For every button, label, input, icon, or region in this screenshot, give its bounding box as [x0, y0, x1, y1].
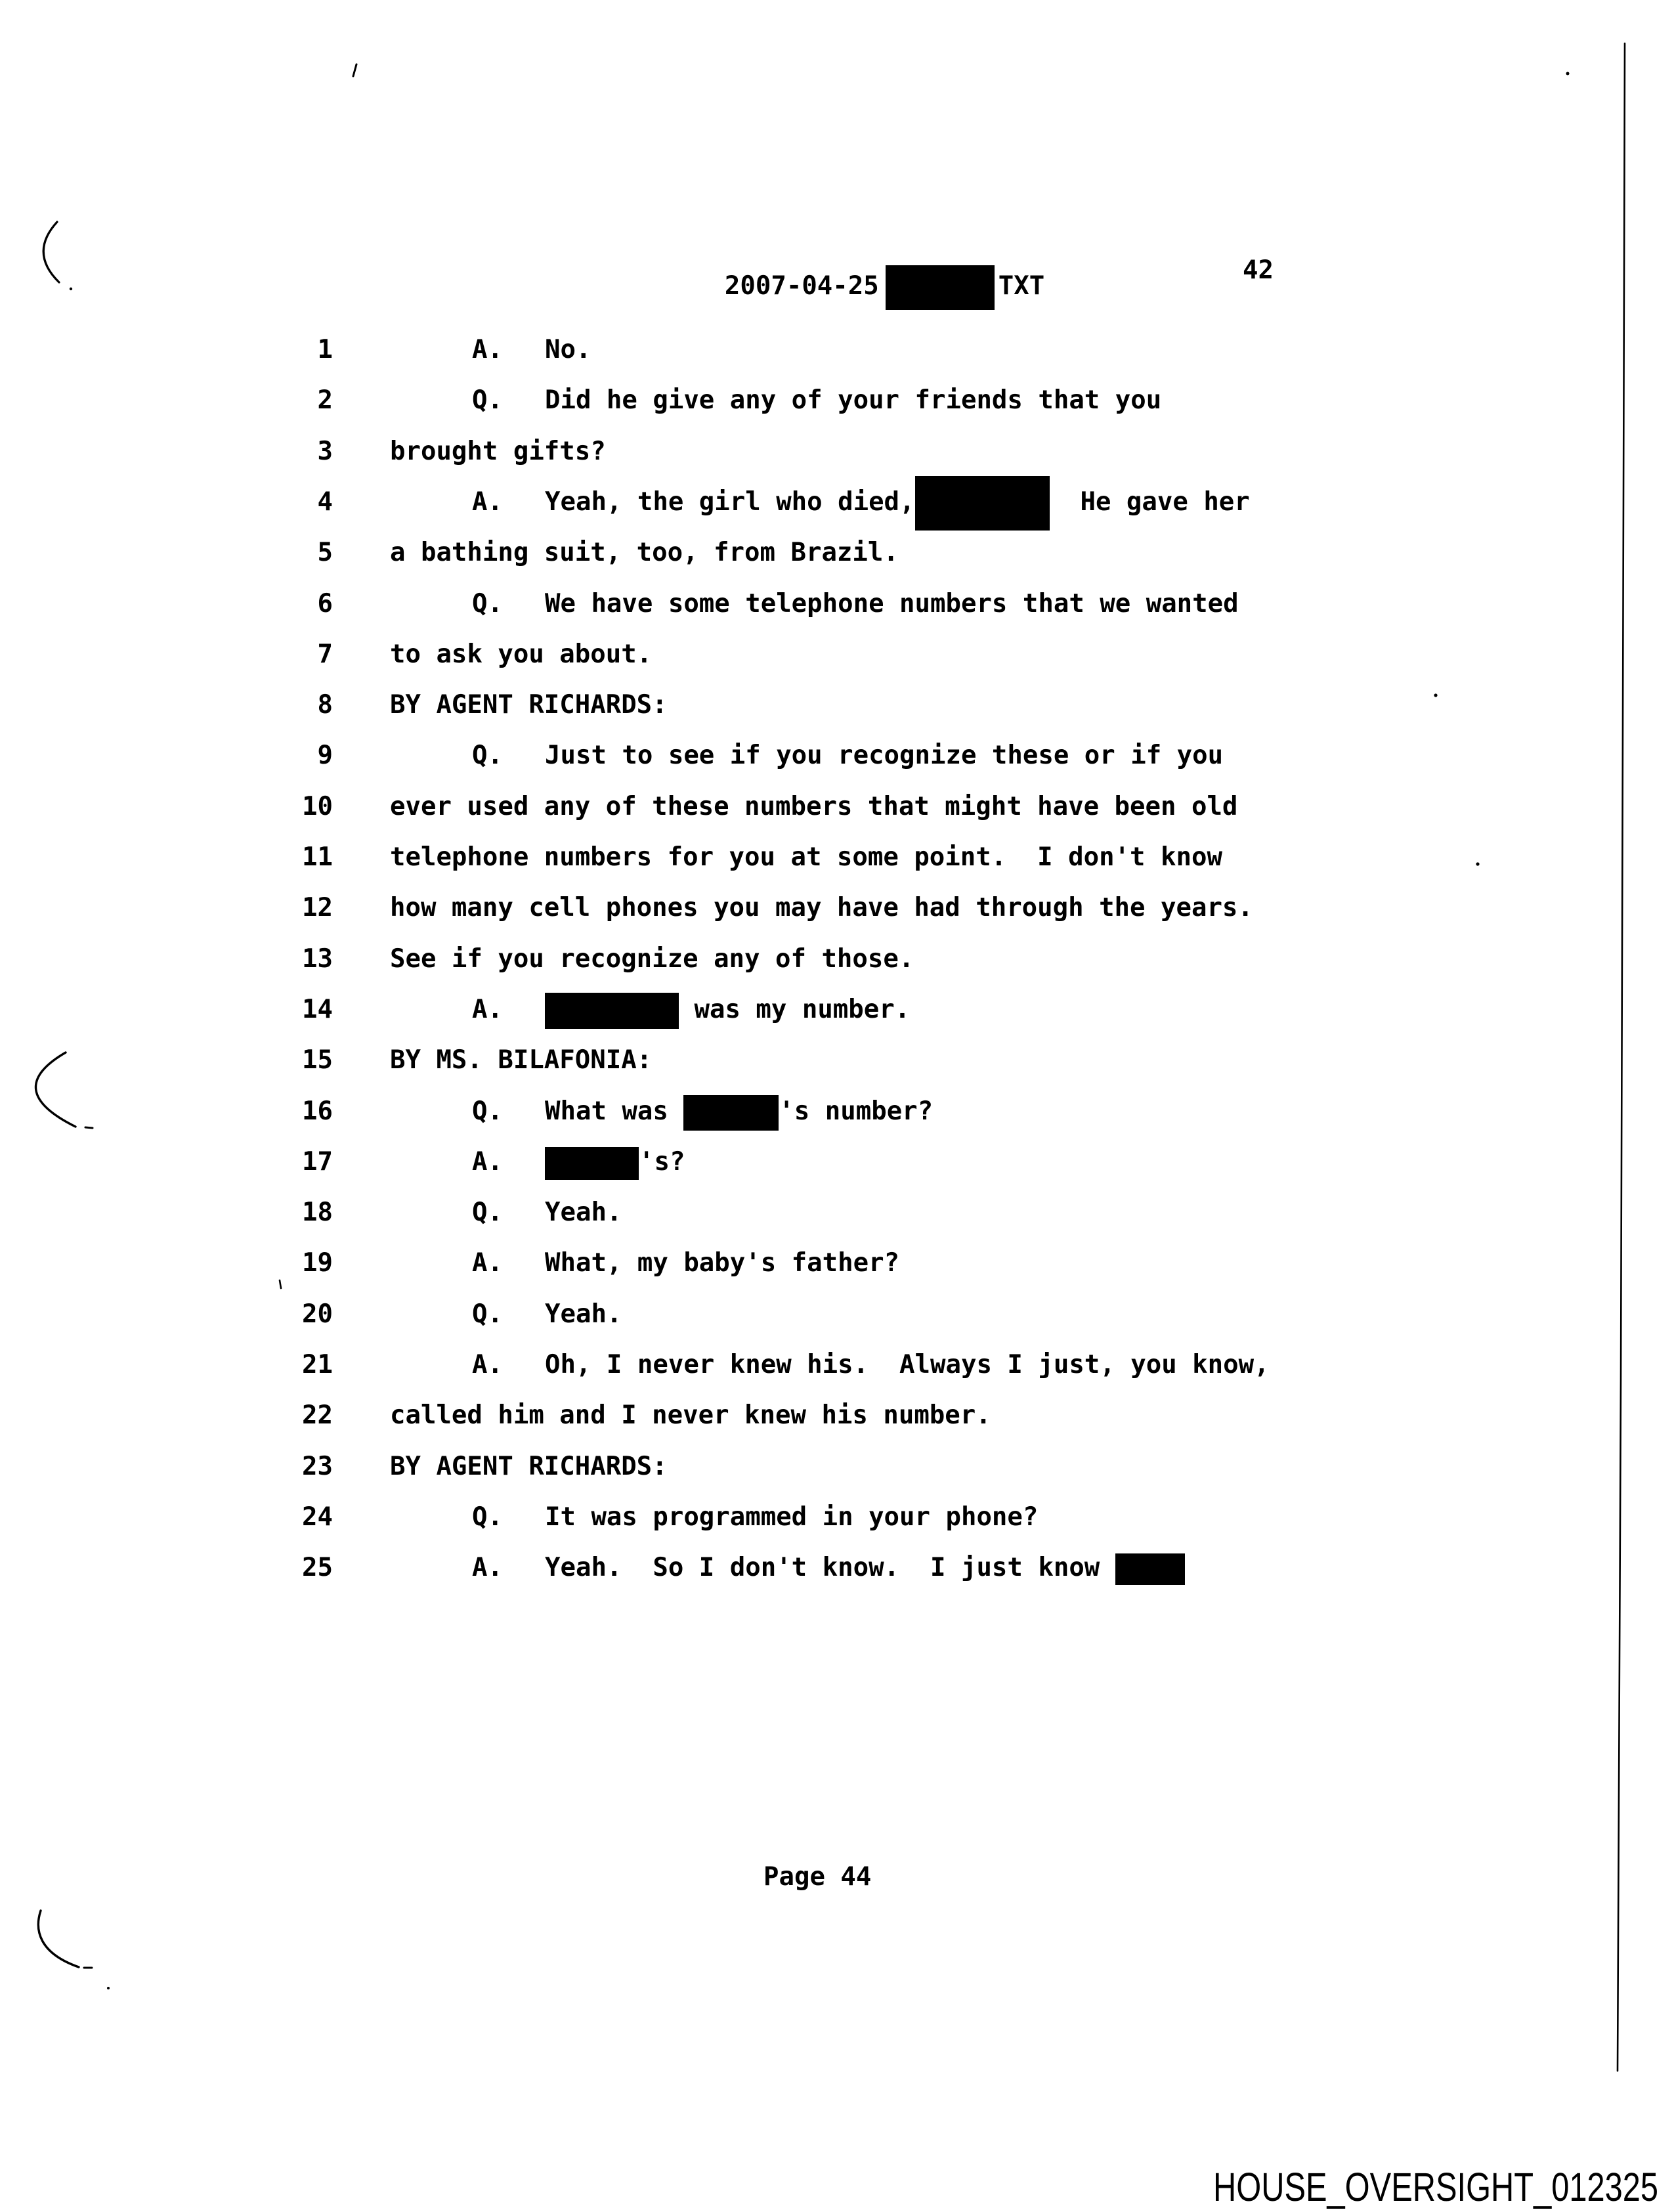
scan-artifact-tick [280, 1280, 281, 1288]
transcript-text [545, 587, 1239, 621]
scan-artifact-tick [353, 64, 356, 76]
transcript-line [0, 688, 1576, 722]
qa-marker: Q. [472, 1299, 503, 1329]
qa-marker: A. [472, 487, 503, 517]
line-number: 7 [317, 640, 333, 669]
transcript-text [545, 1551, 1185, 1585]
transcript-line [0, 790, 1576, 824]
scan-artifact-arc-top [43, 222, 59, 282]
transcript-line [0, 638, 1576, 672]
text-segment: was my number. [679, 995, 911, 1024]
text-segment: It was programmed in your phone? [545, 1502, 1039, 1532]
qa-marker: A. [472, 335, 503, 364]
line-number: 14 [302, 995, 333, 1024]
text-segment: a bathing suit, too, from Brazil. [390, 538, 899, 567]
qa-marker: Q. [472, 1096, 503, 1126]
transcript-line [0, 1399, 1576, 1433]
transcript-line [0, 1348, 1576, 1382]
qa-marker: Q. [472, 1198, 503, 1227]
transcript-line [0, 1145, 1576, 1179]
transcript-line [0, 536, 1576, 570]
line-number: 16 [302, 1096, 333, 1126]
transcript-line [0, 1500, 1576, 1534]
transcript-text [545, 739, 1223, 773]
line-number: 23 [302, 1452, 333, 1481]
text-segment: to ask you about. [390, 640, 653, 669]
redaction-box [545, 993, 679, 1029]
text-segment: He gave her [1049, 487, 1250, 517]
transcript-text [390, 1450, 668, 1484]
transcript-text [545, 1297, 622, 1332]
transcript-line [0, 383, 1576, 418]
transcript-text [545, 1348, 1270, 1382]
text-segment: Yeah, the girl who died, [545, 487, 915, 517]
qa-marker: Q. [472, 1502, 503, 1532]
line-number: 20 [302, 1299, 333, 1329]
transcript-text [390, 1043, 652, 1077]
line-number: 17 [302, 1147, 333, 1177]
transcript-text [545, 1095, 933, 1129]
transcript-text [390, 942, 914, 976]
transcript-text [545, 383, 1161, 418]
text-segment: What was [545, 1096, 684, 1126]
text-segment: BY MS. BILAFONIA: [390, 1045, 653, 1075]
line-number: 21 [302, 1350, 333, 1379]
line-number: 24 [302, 1502, 333, 1532]
qa-marker: A. [472, 1147, 503, 1177]
transcript-text [390, 435, 606, 469]
line-number: 6 [317, 589, 333, 618]
line-number: 22 [302, 1400, 333, 1430]
qa-marker: A. [472, 1350, 503, 1379]
text-segment: how many cell phones you may have had through the years. [390, 893, 1253, 922]
redaction-box [1115, 1553, 1185, 1585]
transcript-line [0, 1297, 1576, 1332]
transcript-line [0, 891, 1576, 925]
transcript-line [0, 739, 1576, 773]
text-segment: BY AGENT RICHARDS: [390, 1452, 668, 1481]
text-segment: Oh, I never knew his. Always I just, you know, [545, 1350, 1270, 1379]
header-date: 2007-04-25 [724, 271, 879, 301]
line-number: 9 [317, 741, 333, 770]
scan-artifact-vertical-line [1618, 43, 1625, 2071]
transcript-line [0, 435, 1576, 469]
transcript-line [0, 1246, 1576, 1280]
scan-artifact-dot [107, 1987, 110, 1989]
transcript-line [0, 840, 1576, 875]
scan-artifact-dot [70, 288, 72, 290]
scan-artifact-arc-bottom [38, 1911, 79, 1967]
qa-marker: A. [472, 995, 503, 1024]
transcript-text [545, 1500, 1038, 1534]
text-segment: Just to see if you recognize these or if you [545, 741, 1224, 770]
redaction-box [545, 1147, 639, 1180]
text-segment: ever used any of these numbers that might have been old [390, 792, 1238, 821]
text-segment: telephone numbers for you at some point. I don't know [390, 842, 1222, 872]
transcript-text [390, 638, 652, 672]
page-number-label: Page 44 [763, 1862, 872, 1892]
text-segment: Yeah. [545, 1299, 622, 1329]
line-number: 13 [302, 944, 333, 974]
transcript-text [390, 891, 1253, 925]
redaction-box [886, 265, 995, 310]
text-segment: See if you recognize any of those. [390, 944, 914, 974]
line-number: 19 [302, 1248, 333, 1278]
transcript-line [0, 993, 1576, 1027]
transcript-text [545, 1145, 685, 1179]
transcript-line [0, 1095, 1576, 1129]
header-file-suffix: TXT [998, 271, 1045, 301]
text-segment: BY AGENT RICHARDS: [390, 690, 668, 720]
line-number: 3 [317, 437, 333, 466]
text-segment: Yeah. So I don't know. I just know [545, 1553, 1115, 1582]
text-segment: 's? [639, 1147, 685, 1177]
line-number: 10 [302, 792, 333, 821]
line-number: 5 [317, 538, 333, 567]
transcript-line [0, 1551, 1576, 1585]
transcript-text [390, 1399, 991, 1433]
text-segment: Did he give any of your friends that you [545, 385, 1162, 415]
line-number: 11 [302, 842, 333, 872]
line-number: 18 [302, 1198, 333, 1227]
line-number: 1 [317, 335, 333, 364]
text-segment: called him and I never knew his number. [390, 1400, 991, 1430]
transcript-line [0, 1043, 1576, 1077]
text-segment: We have some telephone numbers that we wanted [545, 589, 1239, 618]
qa-marker: Q. [472, 385, 503, 415]
redaction-box [683, 1095, 779, 1131]
text-segment: No. [545, 335, 591, 364]
transcript-line [0, 942, 1576, 976]
qa-marker: Q. [472, 741, 503, 770]
transcript-text [390, 688, 668, 722]
transcript-text [545, 1246, 899, 1280]
line-number: 25 [302, 1553, 333, 1582]
transcript-text [390, 536, 899, 570]
transcript-line [0, 1450, 1576, 1484]
redaction-box [915, 476, 1050, 531]
line-number: 15 [302, 1045, 333, 1075]
transcript-line [0, 1196, 1576, 1230]
transcript-line [0, 333, 1576, 367]
transcript-line [0, 587, 1576, 621]
document-header [663, 235, 1045, 301]
bates-number: HOUSE_OVERSIGHT_012325 [1213, 2165, 1659, 2209]
transcript-line [0, 485, 1576, 519]
text-segment: 's number? [779, 1096, 934, 1126]
line-number: 4 [317, 487, 333, 517]
text-segment: What, my baby's father? [545, 1248, 900, 1278]
text-segment: Yeah. [545, 1198, 622, 1227]
line-number: 2 [317, 385, 333, 415]
line-number: 8 [317, 690, 333, 720]
transcript-text [545, 1196, 622, 1230]
line-number: 12 [302, 893, 333, 922]
transcript-text [390, 840, 1222, 875]
transcript-text [545, 993, 910, 1027]
qa-marker: A. [472, 1553, 503, 1582]
qa-marker: Q. [472, 589, 503, 618]
qa-marker: A. [472, 1248, 503, 1278]
transcript-text [545, 333, 591, 367]
text-segment: brought gifts? [390, 437, 606, 466]
transcript-text [390, 790, 1237, 824]
transcript-text [545, 485, 1250, 519]
corner-page-number: 42 [1243, 255, 1274, 285]
scan-artifact-dot [1566, 72, 1570, 76]
